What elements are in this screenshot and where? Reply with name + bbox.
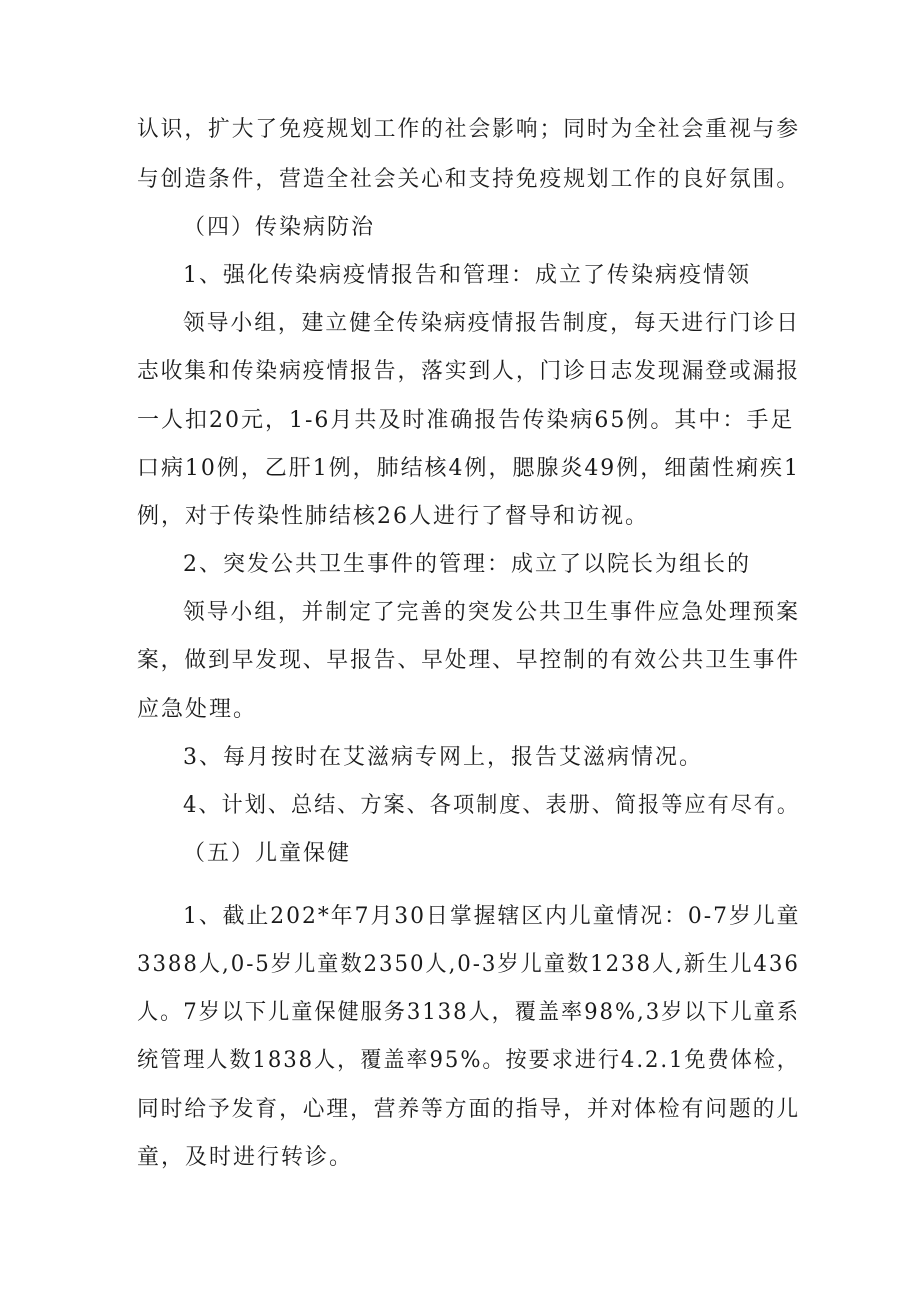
paragraph-line	[0, 545, 920, 585]
line-text: 1、强化传染病疫情报告和管理：成立了传染病疫情领	[183, 263, 751, 288]
line-text: 3388人,0-5岁儿童数2350人,0-3岁儿童数1238人,新生儿436	[137, 952, 800, 977]
paragraph-line	[0, 786, 920, 826]
line-text: 一人扣20元，1-6月共及时准确报告传染病65例。其中：手足	[137, 408, 795, 433]
paragraph-line	[0, 945, 920, 985]
line-text: 领导小组，并制定了完善的突发公共卫生事件应急处理预案	[183, 600, 801, 625]
paragraph-line	[0, 897, 920, 937]
line-text: 童，及时进行转诊。	[137, 1145, 354, 1170]
paragraph-line	[0, 304, 920, 344]
paragraph-line	[0, 401, 920, 441]
section-heading-text: （五）儿童保健	[183, 841, 352, 866]
paragraph-line	[0, 593, 920, 633]
line-text: 同时给予发育，心理，营养等方面的指导，并对体检有问题的儿	[137, 1097, 801, 1122]
line-text: 4、计划、总结、方案、各项制度、表册、简报等应有尽有。	[183, 793, 801, 818]
line-text: 例，对于传染性肺结核26人进行了督导和访视。	[137, 504, 649, 529]
paragraph-line	[0, 256, 920, 296]
section-heading-text: （四）传染病防治	[183, 215, 376, 240]
paragraph-line	[0, 497, 920, 537]
line-text: 志收集和传染病疫情报告，落实到人，门诊日志发现漏登或漏报	[137, 359, 801, 384]
line-text: 1、截止202*年7月30日掌握辖区内儿童情况：0-7岁儿童	[183, 904, 801, 929]
section-heading	[0, 208, 920, 248]
paragraph-line	[0, 110, 920, 150]
paragraph-line	[0, 738, 920, 778]
paragraph-line	[0, 1090, 920, 1130]
paragraph-line	[0, 993, 920, 1033]
line-text: 领导小组，建立健全传染病疫情报告制度，每天进行门诊日	[183, 311, 801, 336]
line-text: 统管理人数1838人，覆盖率95%。按要求进行4.2.1免费体检，	[137, 1048, 800, 1073]
line-text: 与创造条件，营造全社会关心和支持免疫规划工作的良好氛围。	[137, 167, 801, 192]
line-text: 3、每月按时在艾滋病专网上，报告艾滋病情况。	[183, 745, 703, 770]
line-text: 人。7岁以下儿童保健服务3138人，覆盖率98%,3岁以下儿童系	[137, 1000, 800, 1025]
paragraph-line	[0, 1138, 920, 1178]
paragraph-line	[0, 1041, 920, 1081]
section-heading	[0, 834, 920, 874]
line-text: 案，做到早发现、早报告、早处理、早控制的有效公共卫生事件	[137, 648, 801, 673]
line-text: 2、突发公共卫生事件的管理：成立了以院长为组长的	[183, 552, 751, 577]
paragraph-line	[0, 641, 920, 681]
paragraph-line	[0, 449, 920, 489]
line-text: 口病10例，乙肝1例，肺结核4例，腮腺炎49例，细菌性痢疾1	[137, 456, 800, 481]
line-text: 应急处理。	[137, 697, 258, 722]
paragraph-line	[0, 352, 920, 392]
line-text: 认识，扩大了免疫规划工作的社会影响；同时为全社会重视与参	[137, 117, 801, 142]
paragraph-line	[0, 690, 920, 730]
paragraph-line	[0, 160, 920, 200]
